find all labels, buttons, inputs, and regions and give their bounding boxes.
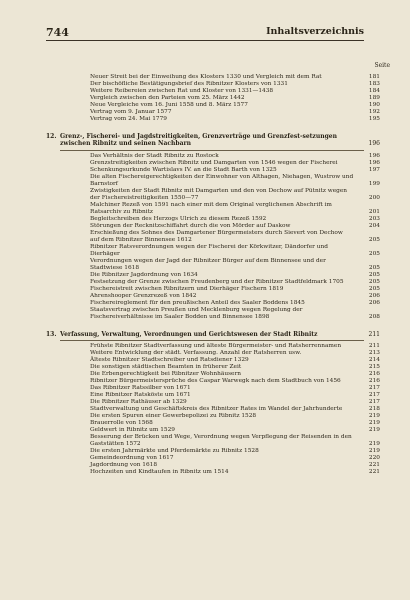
toc-entry	[46, 159, 380, 167]
toc-entry	[46, 88, 380, 95]
toc-entry	[46, 95, 380, 102]
entry-title: Die Ribnitzer Jagdordnung von 1634	[90, 271, 198, 278]
toc-entry	[46, 343, 380, 350]
entry-page: 205	[368, 236, 380, 243]
toc-entry	[46, 469, 380, 476]
toc-entry	[46, 187, 380, 202]
entry-title: Störungen der Recknitzschiffahrt durch die von Mörder auf Daskow	[90, 222, 291, 229]
entry-page: 203	[368, 215, 380, 222]
entry-title: Weitere Reibereien zwischen Rat und Kloster von 1331—1438	[90, 88, 274, 94]
toc-entry	[46, 420, 380, 427]
page-column-label: Seite	[374, 62, 390, 69]
entry-title: Staatsvertrag zwischen Preußen und Mecklenburg wegen Regelung der Fischereiverhältnisse im Saaler Bodden und Binnensee 1898	[90, 306, 303, 320]
entry-page: 208	[368, 313, 380, 320]
divider	[60, 150, 364, 151]
toc-entry	[46, 434, 380, 448]
section-number: 12.	[46, 133, 57, 140]
entry-page: 221	[368, 469, 380, 476]
toc-entry	[46, 215, 380, 223]
entry-page: 183	[368, 81, 380, 87]
toc-entry	[46, 102, 380, 109]
section-13-heading	[46, 330, 380, 338]
toc-entry	[46, 357, 380, 364]
toc-entry	[46, 271, 380, 279]
entry-page: 205	[368, 264, 380, 271]
entry-page: 219	[368, 427, 380, 434]
entry-page: 204	[368, 222, 380, 229]
toc-entry	[46, 201, 380, 216]
page-header	[46, 26, 364, 41]
section-title: Grenz-, Fischerei- und Jagdstreitigkeiten, Grenzverträge und Grenzfest-setzungen zwischen Ribnitz und seinen Nachbarn	[60, 133, 337, 148]
entry-page: 220	[368, 455, 380, 462]
toc-entry	[46, 74, 380, 81]
entry-title: Besserung der Brücken und Wege, Verordnung wegen Verpflegung der Reisenden in den Gaststätten 1572	[90, 434, 352, 448]
entry-page: 199	[368, 180, 380, 187]
entry-page: 205	[368, 285, 380, 292]
toc-entry	[46, 81, 380, 88]
page-number: 744	[46, 26, 69, 39]
toc-entry	[46, 427, 380, 434]
entry-title: Ribnitzer Ratsverordnungen wegen der Fischerei der Körkwitzer, Dändorfer und Dierhäger	[90, 243, 328, 257]
toc-entry	[46, 385, 380, 392]
toc-entry	[46, 243, 380, 258]
entry-page: 215	[368, 364, 380, 371]
entry-page: 205	[368, 271, 380, 278]
entry-page: 184	[368, 88, 380, 94]
entry-title: Hochzeiten und Kindtaufen in Ribnitz um 1514	[90, 469, 229, 476]
entry-title: Gemeindeordnung von 1617	[90, 455, 174, 462]
entry-page: 201	[368, 208, 380, 215]
toc-entry	[46, 109, 380, 116]
entry-title: Die alten Fischereigerechtigkeiten der Einwohner von Althagen, Niehagen, Wustrow und Barnstorf	[90, 173, 354, 187]
entry-page: 205	[368, 250, 380, 257]
toc-entry	[46, 278, 380, 286]
entry-title: Brauerrolle von 1568	[90, 420, 153, 427]
entry-page: 216	[368, 378, 380, 385]
entry-page: 219	[368, 420, 380, 427]
entry-page: 219	[368, 413, 380, 420]
section-12-entries	[46, 152, 380, 321]
toc-entry	[46, 371, 380, 378]
toc-entry	[46, 462, 380, 469]
entry-title: Die ersten Spuren einer Gewerbepolizei zu Ribnitz 1528	[90, 413, 257, 420]
toc-entry	[46, 257, 380, 272]
toc-entry	[46, 292, 380, 300]
entry-title: Die Ribnitzer Rathäuser ab 1329	[90, 399, 187, 406]
section-12-heading	[46, 133, 380, 148]
entry-page: 200	[368, 194, 380, 201]
toc-entry	[46, 152, 380, 160]
running-head: Inhaltsverzeichnis	[266, 26, 364, 37]
toc-entry	[46, 392, 380, 399]
entry-page: 213	[368, 350, 380, 357]
entry-page: 181	[368, 74, 380, 80]
toc-entry	[46, 364, 380, 371]
entry-page: 205	[368, 278, 380, 285]
toc-entry	[46, 229, 380, 244]
entry-page: 216	[368, 371, 380, 378]
section-13-entries	[46, 343, 380, 476]
section-page: 196	[368, 140, 380, 148]
toc-entry	[46, 306, 380, 321]
entry-title: Ribnitzer Bürgermeistersprüche des Caspar Warwegk nach dem Stadtbuch von 1456	[90, 378, 341, 385]
entry-title: Der bischöfliche Bestätigungsbrief des Ribnitzer Klosters von 1331	[90, 81, 288, 87]
section-page: 211	[368, 330, 380, 338]
entry-title: Stadtverwaltung und Geschäftskreis des Ribnitzer Rates im Wandel der Jahrhunderte	[90, 406, 343, 413]
entry-page: 217	[368, 392, 380, 399]
toc-entry	[46, 173, 380, 188]
entry-title: Festsetzung der Grenze zwischen Freudenberg und der Ribnitzer Stadtfeldmark 1705	[90, 278, 344, 285]
entry-title: Vertrag vom 24. Mai 1779	[90, 116, 167, 122]
entry-title: Neuer Streit bei der Einweihung des Klosters 1330 und Vergleich mit dem Rat	[90, 74, 322, 80]
entry-page: 217	[368, 399, 380, 406]
entry-page: 189	[368, 95, 380, 101]
entry-title: Schenkungsurkunde Wartislavs IV. an die Stadt Barth von 1325	[90, 166, 277, 173]
toc-entry	[46, 222, 380, 230]
entry-title: Malchiner Rezeß von 1591 nach einer mit dem Original verglichenen Abschrift im Ratsarchiv zu Ribnitz	[90, 201, 332, 215]
entry-title: Verordnungen wegen der Jagd der Ribnitzer Bürger auf dem Binnensee und der Stadtwiese 1618	[90, 257, 326, 271]
toc-entry	[46, 116, 380, 123]
entry-title: Begleitschreiben des Herzogs Ulrich zu diesem Rezeß 1592	[90, 215, 267, 222]
entry-title: Die Erbengerechtigkeit bei Ribnitzer Wohnhäusern	[90, 371, 241, 378]
entry-title: Die ersten Jahrmärkte und Pferdemärkte zu Ribnitz 1528	[90, 448, 259, 455]
section-title: Verfassung, Verwaltung, Verordnungen und Gerichtswesen der Stadt Ribnitz	[60, 330, 318, 338]
entry-title: Das Ribnitzer Ratssilber von 1671	[90, 385, 191, 392]
entry-title: Ahrenshooper Grenzrezeß von 1842	[90, 292, 197, 299]
entry-page: 196	[368, 159, 380, 166]
toc-entry	[46, 166, 380, 174]
toc-entry	[46, 285, 380, 293]
entry-title: Die sonstigen städtischen Beamten in früherer Zeit	[90, 364, 242, 371]
entry-page: 214	[368, 357, 380, 364]
entry-title: Zwistigkeiten der Stadt Ribnitz mit Damgarten und den von Dechow auf Pütnitz wegen der Fischereistreitigkeiten 1550—77	[90, 187, 348, 201]
entry-page: 196	[368, 152, 380, 159]
entry-page: 190	[368, 102, 380, 108]
entry-title: Frühste Ribnitzer Stadtverfassung und älteste Bürgermeister- und Ratsherrennamen	[90, 343, 342, 350]
toc-entry	[46, 455, 380, 462]
table-of-contents	[46, 74, 380, 476]
entry-page: 219	[368, 441, 380, 448]
entry-title: Das Verhältnis der Stadt Ribnitz zu Rostock	[90, 152, 219, 159]
entry-page: 197	[368, 166, 380, 173]
entry-page: 218	[368, 406, 380, 413]
entry-title: Vergleich zwischen den Parteien vom 25. März 1442	[90, 95, 245, 101]
entry-title: Geldwert in Ribnitz um 1529	[90, 427, 175, 434]
toc-entry	[46, 406, 380, 413]
entry-title: Grenzstreitigkeiten zwischen Ribnitz und Damgarten von 1546 wegen der Fischerei	[90, 159, 338, 166]
toc-entry	[46, 399, 380, 406]
entry-page: 221	[368, 462, 380, 469]
entry-page: 219	[368, 448, 380, 455]
entry-title: Weitere Entwicklung der städt. Verfassung. Anzahl der Ratsherren usw.	[90, 350, 302, 357]
divider	[60, 340, 364, 341]
toc-entry	[46, 413, 380, 420]
entry-title: Neue Vergleiche vom 16. Juni 1558 und 8. März 1577	[90, 102, 248, 108]
entry-title: Jagdordnung von 1618	[90, 462, 158, 469]
entry-page: 206	[368, 299, 380, 306]
entry-title: Vertrag vom 9. Januar 1577	[90, 109, 172, 115]
toc-entry	[46, 299, 380, 307]
toc-entry	[46, 378, 380, 385]
entry-page: 211	[368, 343, 380, 350]
entry-page: 192	[368, 109, 380, 115]
entry-page: 206	[368, 292, 380, 299]
entries-top	[46, 74, 380, 123]
entry-title: Fischereistreit zwischen Ribnitzern und Dierhäger Fischern 1819	[90, 285, 284, 292]
entry-title: Älteste Ribnitzer Stadtschreiber und Ratsdiener 1329	[90, 357, 249, 364]
entry-page: 195	[368, 116, 380, 122]
entry-title: Eine Ribnitzer Ratsköste um 1671	[90, 392, 191, 399]
entry-title: Fischereireglement für den preußischen Anteil des Saaler Boddens 1845	[90, 299, 305, 306]
entry-page: 217	[368, 385, 380, 392]
section-number: 13.	[46, 330, 57, 338]
entry-title: Erschießung des Sohnes des Damgartener Bürgermeisters durch Sievert von Dechow auf dem Ribnitzer Binnensee 1612	[90, 229, 343, 243]
toc-entry	[46, 448, 380, 455]
